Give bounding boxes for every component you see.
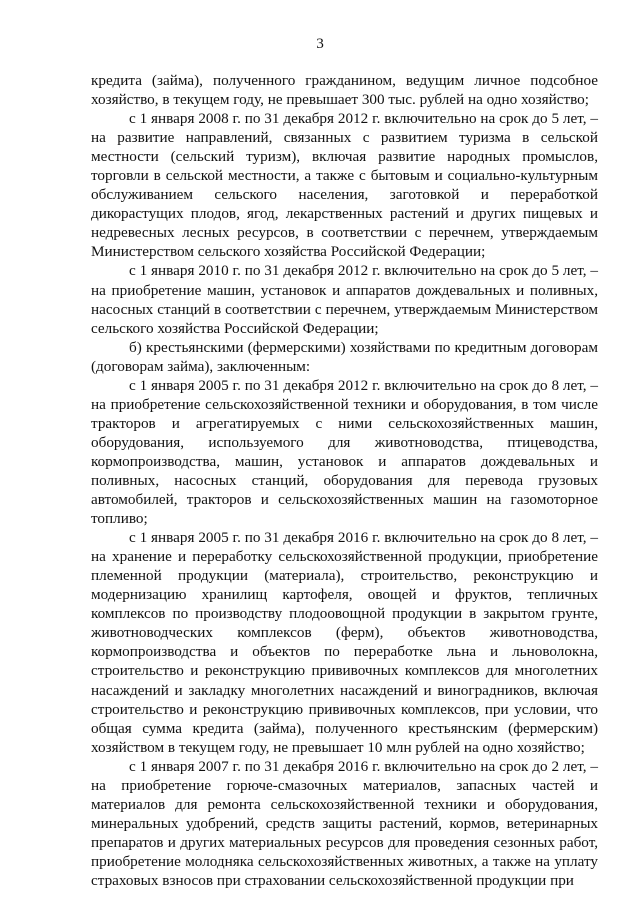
paragraph-irrigation-machines: с 1 января 2010 г. по 31 декабря 2012 г. включительно на срок до 5 лет, – на приобретение машин, установок и аппаратов дождевальных и поливных, насосных станций в соответствии с перечнем, утверждаемым Министерством сельского хозяйства Российской Федерации; <box>91 262 598 337</box>
paragraph-storage-processing: с 1 января 2005 г. по 31 декабря 2016 г. включительно на срок до 8 лет, – на хранение и переработку сельскохозяйственной продукции, приобретение племенной продукции (материала), строительство, реконструкцию и модернизацию хранилищ картофеля, овощей и фруктов, тепличных комплексов по производству плодоовощной продукции в закрытом грунте, животноводческих комплексов (ферм), объектов животноводства, кормопроизводства и объектов по переработке льна и льноволокна, строительство и реконструкцию прививочных комплексов для многолетних насаждений и закладку многолетних насаждений и виноградников, включая строительство и реконструкцию прививочных комплексов, при условии, что общая сумма кредита (займа), полученного крестьянским (фермерским) хозяйством в текущем году, не превышает 10 млн рублей на одно хозяйство; <box>91 529 598 756</box>
page-number: 3 <box>316 35 324 52</box>
paragraph-seasonal-materials: с 1 января 2007 г. по 31 декабря 2016 г. включительно на срок до 2 лет, – на приобретение горюче-смазочных материалов, запасных частей и материалов для ремонта сельскохозяйственной техники и оборудования, минеральных удобрений, средств защиты растений, кормов, ветеринарных препаратов и других материальных ресурсов для проведения сезонных работ, приобретение молодняка сельскохозяйственных животных, а также на уплату страховых взносов при страховании сельскохозяйственной продукции при <box>91 757 598 889</box>
paragraph-peasant-farms-heading: б) крестьянскими (фермерскими) хозяйствами по кредитным договорам (договорам займа), заключенным: <box>91 338 598 375</box>
paragraph-credit-limit-continuation: кредита (займа), полученного гражданином, ведущим личное подсобное хозяйство, в текущем году, не превышает 300 тыс. рублей на одно хозяйство; <box>91 72 598 109</box>
paragraph-agricultural-machinery: с 1 января 2005 г. по 31 декабря 2012 г. включительно на срок до 8 лет, – на приобретение сельскохозяйственной техники и оборудования, в том числе тракторов и агрегатируемых с ними сельскохозяйственных машин, оборудования, используемого для животноводства, птицеводства, кормопроизводства, машин, установок и аппаратов дождевальных и поливных, насосных станций, оборудования для перевода грузовых автомобилей, тракторов и сельскохозяйственных машин на газомоторное топливо; <box>91 376 598 528</box>
paragraph-rural-tourism: с 1 января 2008 г. по 31 декабря 2012 г. включительно на срок до 5 лет, – на развитие направлений, связанных с развитием туризма в сельской местности (сельский туризм), включая развитие народных промыслов, торговли в сельской местности, а также с бытовым и социально-культурным обслуживанием сельского населения, заготовкой и переработкой дикорастущих плодов, ягод, лекарственных растений и других пищевых и недревесных лесных ресурсов, в соответствии с перечнем, утверждаемым Министерством сельского хозяйства Российской Федерации; <box>91 110 598 261</box>
